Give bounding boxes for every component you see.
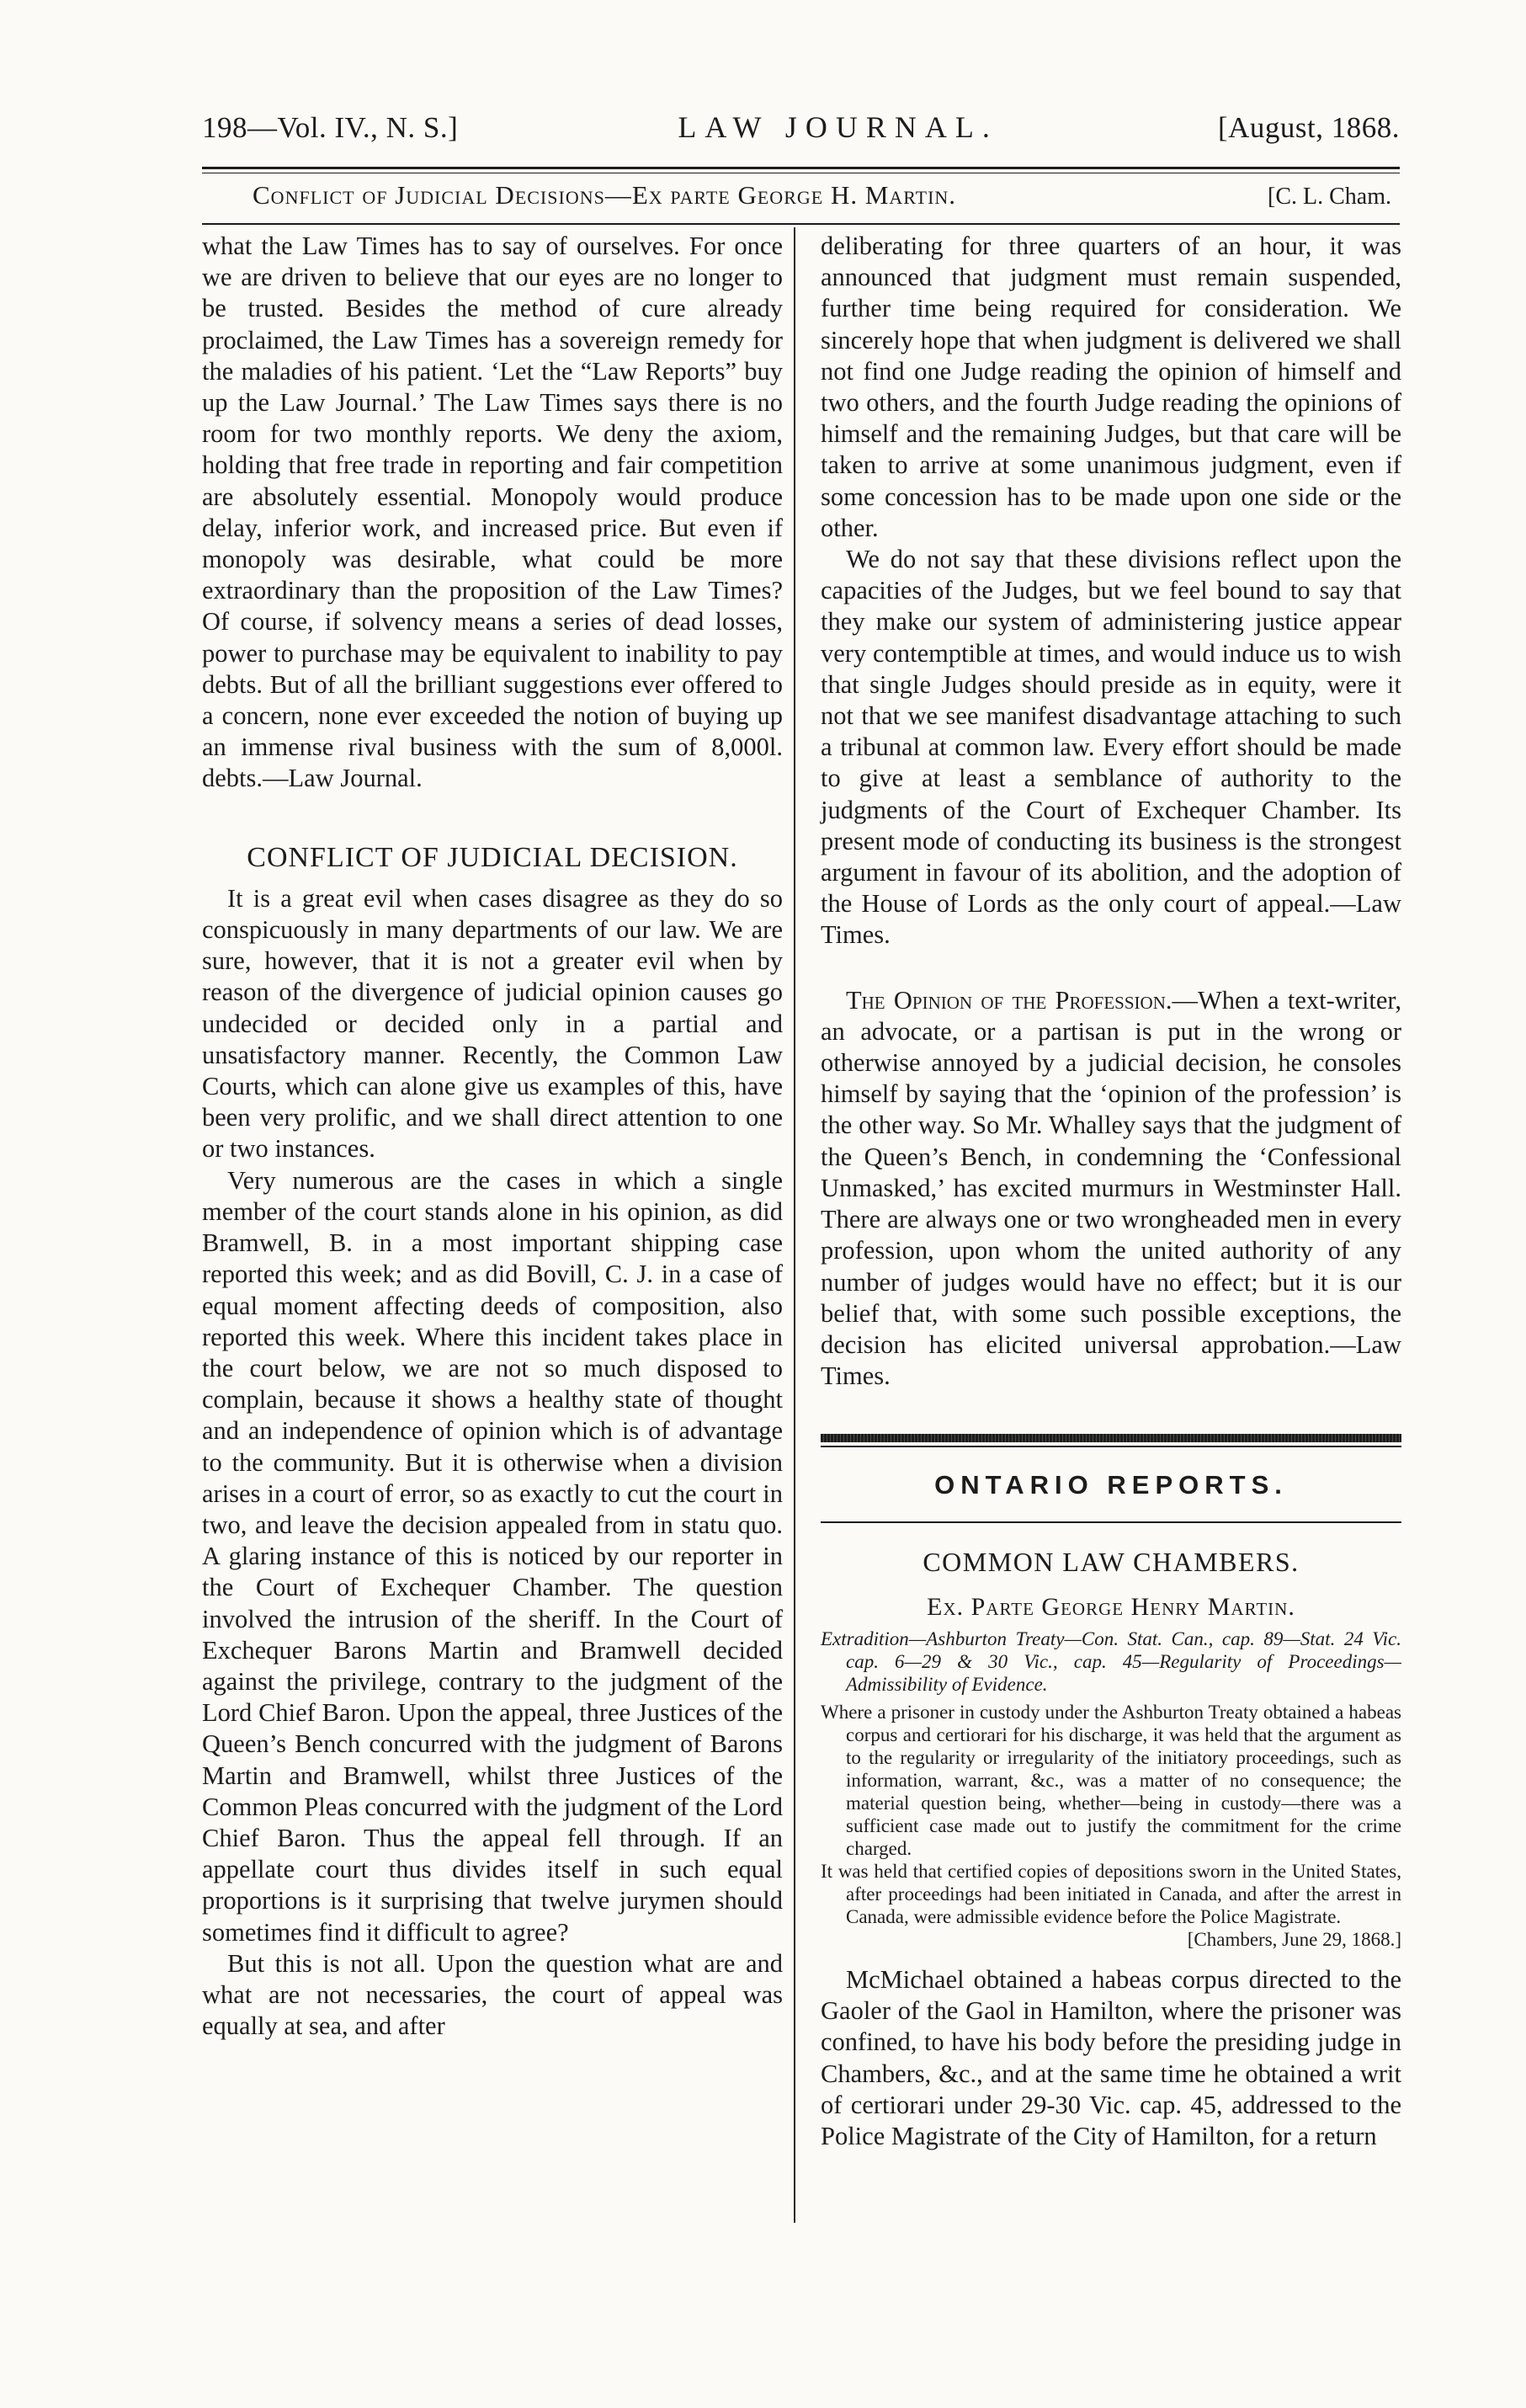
subhead-topics: Conflict of Judicial Decisions—Ex parte George H. Martin. bbox=[253, 180, 957, 210]
reports-heading-rule bbox=[821, 1521, 1401, 1523]
right-column bbox=[821, 231, 1401, 2152]
subhead-court: [C. L. Cham. bbox=[1268, 184, 1391, 210]
headnote-holding-2: It was held that certified copies of depositions sworn in the United States, after proceedings had been initiated in Canada, and after the arrest in Canada, were admissible evidence before the Police Magistrate. bbox=[821, 1860, 1401, 1927]
article-continuation-paragraph: deliberating for three quarters of an hour, it was announced that judgment must remain suspended, further time being required for consideration. We sincerely hope that when judgment is delivered we shall not find one Judge reading the opinion of himself and two others, and the fourth Judge reading the opinions of himself and the remaining Judges, but that care will be taken to arrive at some unanimous judgment, even if some concession has to be made upon one side or the other. bbox=[821, 232, 1401, 542]
header-rule-thick bbox=[202, 167, 1400, 169]
running-head-journal-title: LAW JOURNAL. bbox=[678, 110, 998, 144]
opinion-lead-in: The Opinion of the Profession. bbox=[846, 985, 1172, 1015]
court-heading: COMMON LAW CHAMBERS. bbox=[923, 1546, 1300, 1577]
article-paragraph-2: Very numerous are the cases in which a single member of the court stands alone in his opinion, as did Bramwell, B. in a most important shipping case reported this week; and as did Bovill, C. J. in a case of equal moment affecting deeds of composition, also reported this week. Where this incident takes place in the court below, we are not so much disposed to complain, because it shows a healthy state of thought and an independence of opinion which is of advantage to the community. But it is otherwise when a division arises in a court of error, so as exactly to cut the court in two, and leave the decision appealed from in statu quo. A glaring instance of this is noticed by our reporter in the Court of Exchequer Chamber. The question involved the intrusion of the sheriff. In the Court of Exchequer Barons Martin and Bramwell decided against the privilege, contrary to the judgment of the Lord Chief Baron. Upon the appeal, three Justices of the Queen’s Bench concurred with the judgment of Barons Martin and Bramwell, whilst three Justices of the Common Pleas concurred with the judgment of the Lord Chief Baron. Thus the appeal fell through. If an appellate court thus divides itself in such equal proportions is it surprising that twelve jurymen should sometimes find it difficult to agree? bbox=[202, 1165, 783, 1947]
article-closing-paragraph: We do not say that these divisions reflect upon the capacities of the Judges, but we feel bound to say that they make our system of administering justice appear very contemptible at times, and would induce us to wish that single Judges should preside as in equity, were it not that we see manifest disadvantage attaching to such a tribunal at common law. Every effort should be made to give at least a semblance of authority to the judgments of the Court of Exchequer Chamber. Its present mode of conducting its business is the strongest argument in favour of its abolition, and the adoption of the House of Lords as the only court of appeal.—Law Times. bbox=[821, 545, 1401, 950]
headnote-holding-1: Where a prisoner in custody under the Ashburton Treaty obtained a habeas corpus and certiorari for his discharge, it was held that the argument as to the regularity or irregularity of the initiatory proceedings, such as information, warrant, &c., was a matter of no consequence; the material question being, whether—being in custody—there was a sufficient case made out to justify the commitment for the crime charged. bbox=[821, 1701, 1401, 1859]
reports-divider-thick bbox=[821, 1434, 1401, 1442]
case-opening-paragraph: McMichael obtained a habeas corpus directed to the Gaoler of the Gaol in Hamilton, where the prisoner was confined, to have his body before the presiding judge in Chambers, &c., and at the same time he obtained a writ of certiorari under 29-30 Vic. cap. 45, addressed to the Police Magistrate of the City of Hamilton, for a return bbox=[821, 1964, 1401, 2150]
opinion-of-profession-item bbox=[821, 985, 1401, 1393]
article-paragraph-1: It is a great evil when cases disagree as they do so conspicuously in many departments of our law. We are sure, however, that it is not a greater evil when by reason of the divergence of judicial opinion causes go undecided or decided only in a partial and unsatisfactory manner. Recently, the Common Law Courts, which can alone give us examples of this, have been very prolific, and we shall direct attention to one or two instances. bbox=[202, 883, 783, 1164]
law-times-reply-paragraph: what the Law Times has to say of ourselves. For once we are driven to believe that our eyes are no longer to be trusted. Besides the method of cure already proclaimed, the Law Times has a sovereign remedy for the maladies of his patient. ‘Let the “Law Reports” buy up the Law Journal.’ The Law Times says there is no room for two monthly reports. We deny the axiom, holding that free trade in reporting and fair competition are absolutely essential. Monopoly would produce delay, inferior work, and increased price. But even if monopoly was desirable, what could be more extraordinary than the proposition of the Law Times? Of course, if solvency means a series of dead losses, power to purchase may be equivalent to inability to pay debts. But of all the brilliant suggestions ever offered to a concern, none ever exceeded the notion of buying up an immense rival business with the sum of 8,000l. debts.—Law Journal. bbox=[202, 232, 783, 793]
running-head-date: [August, 1868. bbox=[1217, 111, 1400, 144]
ontario-reports-heading: ONTARIO REPORTS. bbox=[934, 1470, 1288, 1500]
article-title-conflict: CONFLICT OF JUDICIAL DECISION. bbox=[247, 841, 738, 873]
running-head-page-volume: 198—Vol. IV., N. S.] bbox=[202, 111, 459, 144]
section-subhead bbox=[253, 180, 1391, 219]
column-divider bbox=[794, 227, 795, 2223]
running-head bbox=[202, 109, 1400, 150]
spacer bbox=[821, 951, 1401, 985]
subhead-rule bbox=[202, 223, 1400, 225]
article-paragraph-3: But this is not all. Upon the question what are and what are not necessaries, the court of appeal was equally at sea, and after bbox=[202, 1948, 783, 2041]
headnote-date: [Chambers, June 29, 1868.] bbox=[1187, 1928, 1401, 1950]
case-headnote bbox=[821, 1628, 1401, 1951]
left-column bbox=[202, 231, 783, 2042]
case-title: Ex. Parte George Henry Martin. bbox=[927, 1592, 1295, 1621]
opinion-body: —When a text-writer, an advocate, or a partisan is put in the wrong or otherwise annoyed by a judicial decision, he consoles himself by saying that the ‘opinion of the profession’ is the other way. So Mr. Whalley says that the judgment of the Queen’s Bench, in condemning the ‘Confessional Unmasked,’ has excited murmurs in Westminster Hall. There are always one or two wrongheaded men in every profession, upon whom the united authority of any number of judges would have no effect; but it is our belief that, with some such possible exceptions, the decision has elicited universal approbation.—Law Times. bbox=[821, 985, 1401, 1391]
headnote-keywords: Extradition—Ashburton Treaty—Con. Stat. Can., cap. 89—Stat. 24 Vic. cap. 6—29 & 30 Vic., cap. 45—Regularity of Proceedings—Admissibility of Evidence. bbox=[821, 1628, 1401, 1695]
reports-divider-thin bbox=[821, 1446, 1401, 1447]
